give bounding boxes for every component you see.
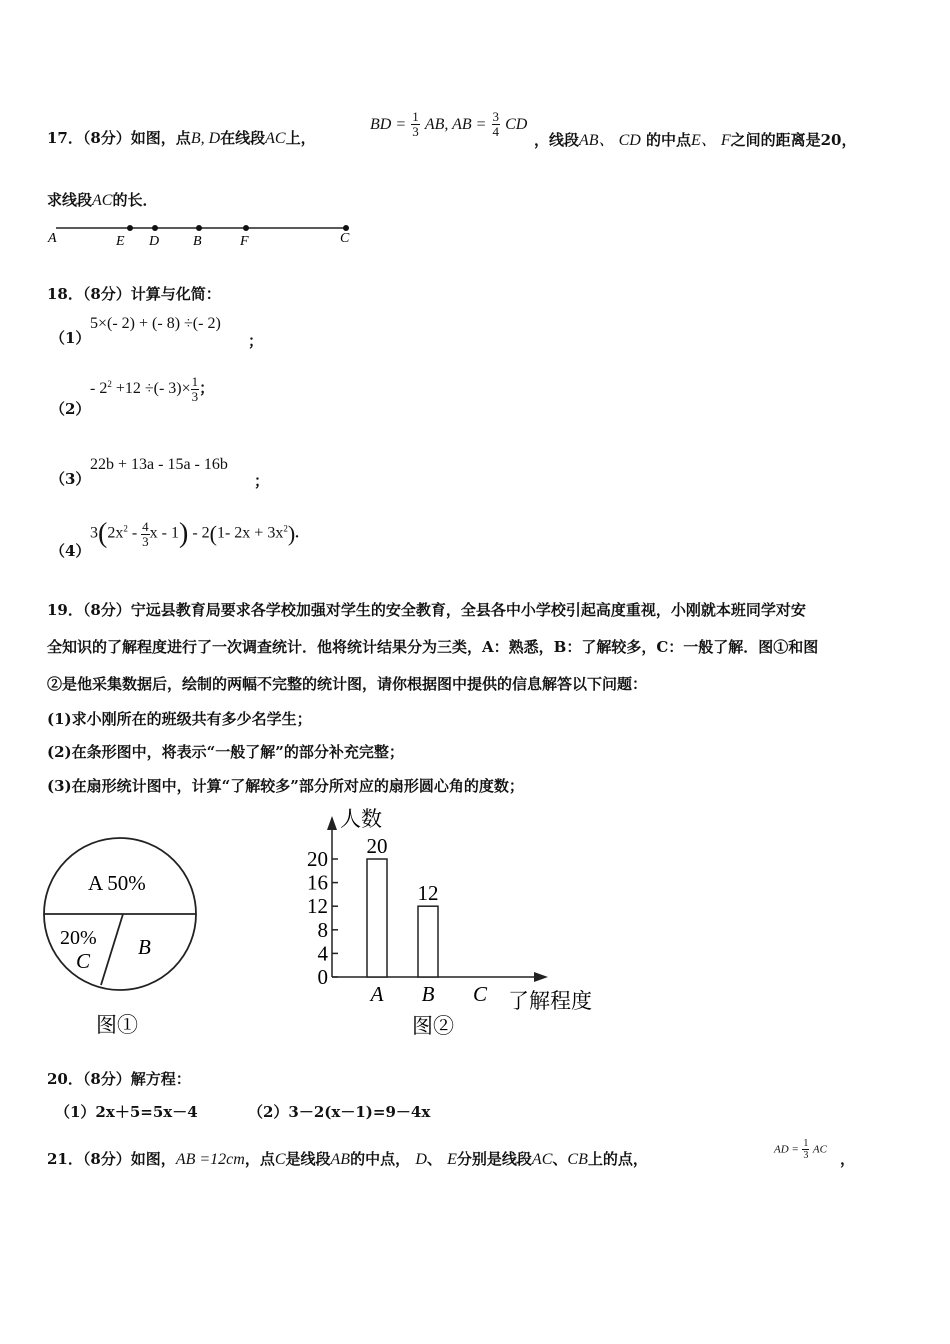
pie-label-c: C xyxy=(76,949,91,973)
q18-label-4: （4） xyxy=(50,542,91,560)
point-f xyxy=(243,225,249,231)
pie-caption: 图① xyxy=(96,1013,138,1037)
q21-line: 21．（8分）如图，AB =12cm，点C是线段AB的中点， D、 E分别是线段AC、CB上的点， xyxy=(47,1150,648,1168)
x-category-label: B xyxy=(421,982,435,1006)
bar-value-label: 20 xyxy=(366,834,388,858)
q18-expr-3: 22b + 13a - 15a - 16b xyxy=(90,456,228,473)
y-tick-label: 8 xyxy=(317,917,328,942)
q19-line1: 19．（8分）宁远县教育局要求各学校加强对学生的安全教育，全县各中小学校引起高度重视，小刚就本班同学对安 xyxy=(47,601,806,619)
q21-formula: AD = $\frac{1}{3}$ AC xyxy=(774,1138,827,1161)
x-category-label: A xyxy=(370,982,384,1006)
q20-eq1: （1）2x＋5=5x－4 xyxy=(55,1103,198,1121)
label-b: B xyxy=(193,234,202,249)
y-tick-label: 16 xyxy=(307,870,328,895)
q17-line2: 求线段AC的长． xyxy=(47,191,158,209)
q18-expr-4: $3(2x^2$ - $\frac{4}{3}$ x - 1) - 2(1- $2x + 3x^2$). xyxy=(90,518,299,549)
pie-label-b: B xyxy=(138,935,151,959)
label-a: A xyxy=(48,231,57,246)
bars xyxy=(367,834,439,977)
y-axis-label: 人数 xyxy=(340,807,382,831)
y-ticks xyxy=(307,847,338,989)
x-categories xyxy=(369,982,488,1006)
q19-line3: ②是他采集数据后，绘制的两幅不完整的统计图，请你根据图中提供的信息解答以下问题： xyxy=(47,675,648,693)
q19-line2: 全知识的了解程度进行了一次调查统计．他将统计结果分为三类，A：熟悉，B：了解较多，C：一般了解．图①和图 xyxy=(47,638,819,656)
q17-formula: BD = $\frac{1}{3}$ AB, AB = $\frac{3}{4}$ CD xyxy=(370,109,528,139)
q19-sub1: (1)求小刚所在的班级共有多少名学生； xyxy=(47,710,312,728)
x-category-label: C xyxy=(472,982,488,1006)
y-tick-label: 4 xyxy=(317,941,328,966)
q18-end-3: ； xyxy=(254,472,270,490)
point-e xyxy=(127,225,133,231)
q20-title: 20．（8分）解方程： xyxy=(47,1070,191,1088)
label-f: F xyxy=(240,234,249,249)
x-axis-label: 了解程度 xyxy=(508,989,592,1013)
bar-caption: 图② xyxy=(412,1014,454,1038)
bar-chart xyxy=(290,800,620,1045)
y-tick-label: 20 xyxy=(307,847,328,871)
q19-sub3: (3)在扇形统计图中，计算“了解较多”部分所对应的扇形圆心角的度数； xyxy=(47,777,524,795)
point-d xyxy=(152,225,158,231)
x-axis-arrow xyxy=(534,972,548,982)
bar-a xyxy=(367,859,387,977)
q17-line1-end: ，线段AB、 CD 的中点E、 F之间的距离是20， xyxy=(534,131,857,149)
segment-figure xyxy=(40,220,370,252)
q19-sub2: (2)在条形图中，将表示“一般了解”的部分补充完整； xyxy=(47,743,404,761)
pie-chart xyxy=(40,832,210,1042)
q18-expr-2: - $2^2 +12$ ÷(- 3)× $\frac{1}{3}$ ； xyxy=(90,374,215,404)
q18-end-1: ； xyxy=(248,332,264,350)
q18-label-1: （1） xyxy=(50,329,91,347)
q18-label-3: （3） xyxy=(50,470,91,488)
bar-value-label: 12 xyxy=(417,881,439,906)
label-d: D xyxy=(149,234,160,249)
q17-line1: 17．（8分）如图，点B, D在线段AC上， xyxy=(47,129,316,147)
pie-label-c-pct: 20% xyxy=(60,927,97,949)
bar-b xyxy=(418,906,438,977)
pie-label-a: A 50% xyxy=(88,871,146,895)
point-b xyxy=(196,225,202,231)
y-axis-arrow xyxy=(327,816,337,830)
label-e: E xyxy=(116,234,125,249)
y-tick-label: 0 xyxy=(317,965,328,989)
y-tick-label: 12 xyxy=(307,894,328,919)
q18-title: 18．（8分）计算与化简： xyxy=(47,285,221,303)
label-c: C xyxy=(340,231,350,246)
q18-label-2: （2） xyxy=(50,400,91,418)
q18-expr-1: 5×(- 2) + (- 8) ÷(- 2) xyxy=(90,315,221,332)
q21-end: ， xyxy=(840,1150,856,1168)
q20-eq2: （2）3－2(x－1)=9－4x xyxy=(248,1103,431,1121)
